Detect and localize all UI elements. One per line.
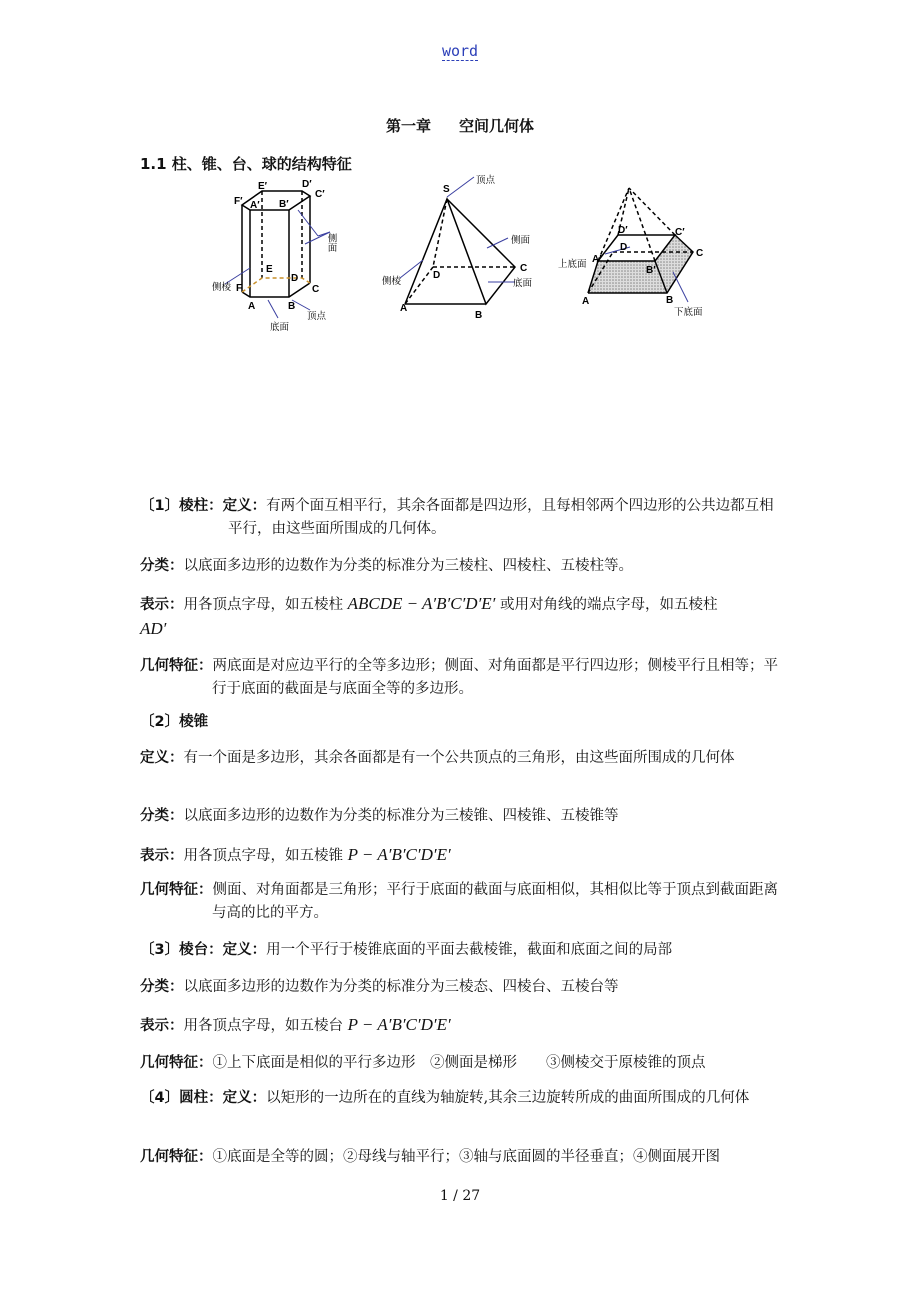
paragraph-prism-definition: 〔1〕棱柱：定义：有两个面互相平行，其余各面都是四边形，且每相邻两个四边形的公共边都互相平行，由这些面所围成的几何体。 — [140, 498, 774, 537]
svg-text:F: F — [236, 283, 243, 294]
paragraph-pyramid-classification: 分类：以底面多边形的边数作为分类的标准分为三棱锥、四棱锥、五棱锥等 — [140, 808, 619, 824]
svg-text:A: A — [582, 296, 590, 307]
svg-text:F′: F′ — [234, 196, 243, 207]
paragraph-prism-notation: 表示：用各顶点字母，如五棱柱 ABCDE − A′B′C′D′E′ 或用对角线的端点字母，如五棱柱 AD′ — [140, 594, 718, 638]
svg-text:底面: 底面 — [270, 322, 290, 333]
svg-text:B: B — [475, 310, 483, 321]
paragraph-prism-classification: 分类：以底面多边形的边数作为分类的标准分为三棱柱、四棱柱、五棱柱等。 — [140, 558, 633, 574]
chapter-number: 第一章 — [385, 117, 431, 135]
pyramid-figure — [400, 177, 515, 304]
paragraph-frustum-classification: 分类：以底面多边形的边数作为分类的标准分为三棱态、四棱台、五棱台等 — [140, 979, 619, 995]
svg-text:D′: D′ — [302, 179, 312, 190]
header-link[interactable]: word — [441, 42, 479, 60]
paragraph-frustum-definition: 〔3〕棱台：定义：用一个平行于棱锥底面的平面去截棱锥，截面和底面之间的局部 — [140, 942, 673, 958]
svg-text:下底面: 下底面 — [674, 307, 703, 318]
paragraph-pyramid-definition: 定义：有一个面是多边形，其余各面都是有一个公共顶点的三角形，由这些面所围成的几何体 — [140, 750, 735, 766]
svg-text:E′: E′ — [258, 181, 268, 192]
svg-text:B: B — [666, 295, 674, 306]
svg-text:A: A — [248, 301, 256, 312]
paragraph-frustum-notation: 表示：用各顶点字母，如五棱台 P − A′B′C′D′E′ — [140, 1015, 451, 1034]
svg-text:D: D — [620, 242, 628, 253]
svg-text:A: A — [400, 303, 408, 314]
svg-text:B′: B′ — [279, 199, 289, 210]
svg-text:E: E — [266, 264, 273, 275]
svg-text:C: C — [312, 284, 320, 295]
paragraph-prism-features: 几何特征：两底面是对应边平行的全等多边形；侧面、对角面都是平行四边形；侧棱平行且相等；平行于底面的截面是与底面全等的多边形。 — [140, 658, 778, 697]
page-number: 1 / 27 — [439, 1188, 481, 1204]
svg-text:侧面: 侧面 — [511, 235, 531, 246]
paragraph-cylinder-features: 几何特征：①底面是全等的圆；②母线与轴平行；③轴与底面圆的半径垂直；④侧面展开图 — [140, 1149, 720, 1165]
svg-text:侧面: 侧面 — [325, 233, 337, 252]
svg-text:C′: C′ — [315, 189, 325, 200]
section-heading: 1.1 柱、锥、台、球的结构特征 — [140, 155, 352, 173]
chapter-name: 空间几何体 — [459, 117, 535, 135]
svg-text:D: D — [433, 270, 441, 281]
paragraph-pyramid-heading: 〔2〕棱锥 — [140, 714, 209, 730]
svg-text:上底面: 上底面 — [558, 259, 587, 270]
paragraph-pyramid-notation: 表示：用各顶点字母，如五棱锥 P − A′B′C′D′E′ — [140, 845, 451, 864]
svg-text:B′: B′ — [646, 265, 656, 276]
paragraph-pyramid-features: 几何特征：侧面、对角面都是三角形；平行于底面的截面与底面相似，其相似比等于顶点到截面距离与高的比的平方。 — [140, 882, 778, 921]
svg-text:底面: 底面 — [513, 278, 533, 289]
paragraph-frustum-features: 几何特征：①上下底面是相似的平行多边形 ②侧面是梯形 ③侧棱交于原棱锥的顶点 — [140, 1055, 706, 1071]
svg-text:A′: A′ — [250, 200, 260, 211]
svg-text:C: C — [696, 248, 704, 259]
paragraph-cylinder-definition: 〔4〕圆柱：定义：以矩形的一边所在的直线为轴旋转,其余三边旋转所成的曲面所围成的几何体 — [140, 1090, 750, 1106]
svg-text:A′: A′ — [592, 254, 602, 265]
svg-text:侧棱: 侧棱 — [382, 276, 402, 287]
svg-text:顶点: 顶点 — [307, 311, 327, 322]
svg-text:D′: D′ — [618, 225, 628, 236]
svg-text:S: S — [443, 184, 450, 195]
figures — [0, 0, 920, 340]
svg-text:C′: C′ — [675, 227, 685, 238]
prism-figure — [225, 191, 330, 318]
svg-text:D: D — [291, 273, 299, 284]
svg-text:侧棱: 侧棱 — [212, 282, 232, 293]
svg-text:顶点: 顶点 — [476, 175, 496, 186]
svg-text:C: C — [520, 263, 528, 274]
svg-text:B: B — [288, 301, 296, 312]
prism-labels — [212, 179, 337, 333]
frustum-figure — [588, 188, 693, 302]
pyramid-labels — [382, 174, 533, 321]
